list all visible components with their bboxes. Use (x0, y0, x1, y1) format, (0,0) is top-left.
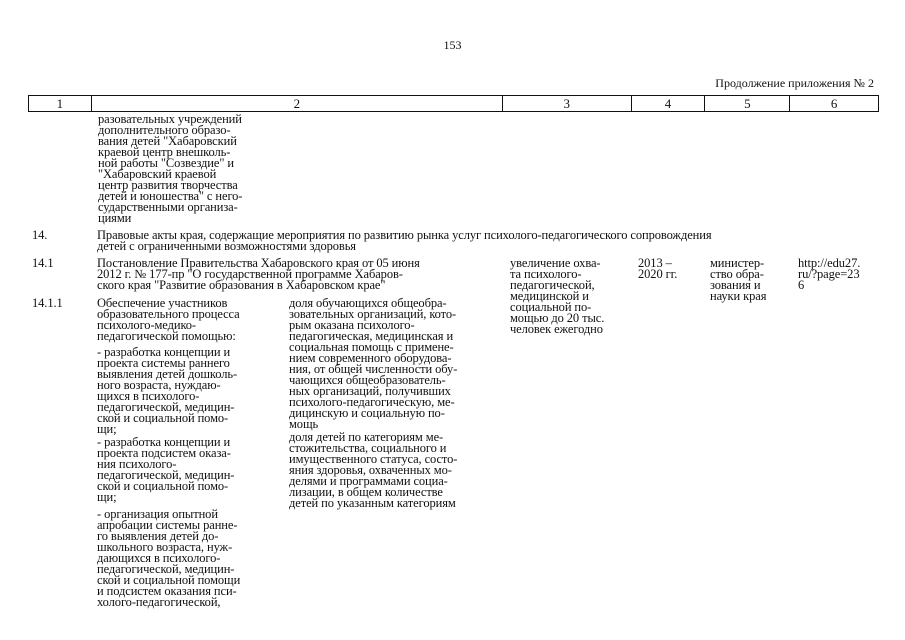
header-col-4: 4 (632, 96, 706, 111)
row-14-1-act: Постановление Правительства Хабаровского края от 05 июня 2012 г. № 177-пр "О государственной программе Хабаров- ского края "Развитие образования в Хабаровском крае" (97, 256, 420, 292)
row-14-1-1-item-1: - разработка концепции и проекта системы раннего выявления детей дошколь- ного возраста, нуждаю- щихся в психолого- педагогической, медицин- ской и социальной помо- щи; (97, 345, 238, 436)
page-number: 153 (443, 38, 462, 52)
header-col-6: 6 (830, 96, 838, 111)
row-14-text: Правовые акты края, содержащие мероприятия по развитию рынка услуг психолого-педагогического сопровождения детей с ограниченными возможностями здоровья (97, 228, 712, 253)
row-14-number: 14. (32, 228, 48, 242)
top-fragment-text: разовательных учреждений дополнительного образо- вания детей "Хабаровский краевой центр внешколь- ной работы "Созвездие" и "Хабаровский краевой центр развития творчества детей и юношества" с него- сударственными организа- циями (98, 112, 243, 225)
header-col-3: 3 (503, 96, 632, 111)
header-col-2: 2 (92, 96, 503, 111)
row-14-1-indicator: увеличение охва- та психолого- педагогической, медицинской и социальной по- мощью до 20 тыс. человек ежегодно (510, 256, 605, 336)
header-col-5: 5 (705, 96, 790, 111)
row-14-1-1-indicator-1: доля обучающихся общеобра- зовательных организаций, кото- рым оказана психолого- педагогическая, медицинская и социальная помощь с примене- нием современного оборудова- ния, от общей численности обу- чающихся общеобразователь- ных организаций, получивших психолого-педагогическую, ме- дицинскую и социальную по- мощь (289, 296, 458, 431)
row-14-1-1-number: 14.1.1 (32, 296, 63, 310)
table-header (28, 95, 879, 112)
row-14-1-1-item-3: - организация опытной апробации системы ранне- го выявления детей до- школьного возраста, нуж- дающихся в психолого- педагогической, медицин- ской и социальной помощи и подсистем оказания пси- холого-педагогической, (97, 507, 241, 609)
row-14-1-number: 14.1 (32, 256, 54, 270)
row-14-1-link[interactable]: http://edu27. ru/?page=23 6 (798, 256, 861, 292)
header-col-1: 1 (29, 96, 92, 111)
row-14-1-1-indicator-2: доля детей по категориям ме- стожительства, социального и имущественного статуса, состо- яния здоровья, охваченных мо- делями и программами социа- лизации, в общем количестве детей по указанным категориям (289, 430, 458, 510)
row-14-1-1-item-2: - разработка концепции и проекта подсистем оказа- ния психолого- педагогической, медицин- ской и социальной помо- щи; (97, 435, 235, 504)
row-14-1-1-intro: Обеспечение участников образовательного процесса психолого-медико- педагогической помощью: (97, 296, 240, 343)
row-14-1-period: 2013 – 2020 гг. (638, 256, 678, 281)
continuation-caption: Продолжение приложения № 2 (715, 76, 874, 90)
row-14-1-executor: министер- ство обра- зования и науки края (710, 256, 767, 303)
